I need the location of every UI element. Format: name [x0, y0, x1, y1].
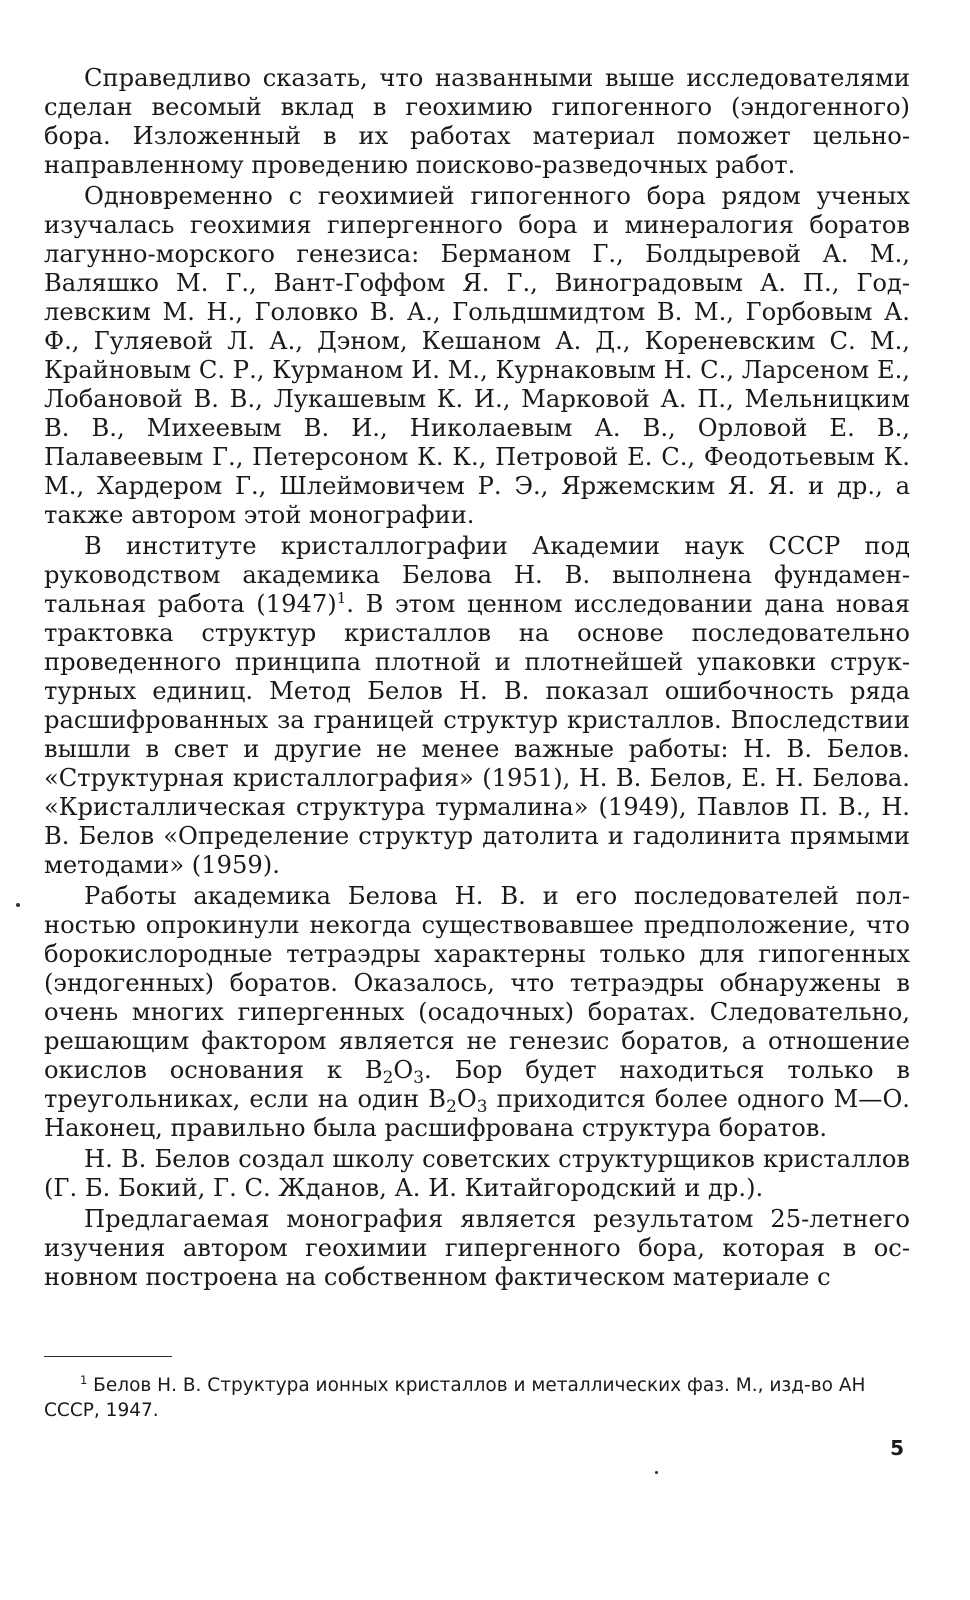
- footnote-text: Белов Н. В. Структура ионных кристаллов и металлических фаз. М., изд-во АН СССР, 1947.: [44, 1375, 866, 1421]
- paragraph-3-end: Белов Н. В. показал ошибочность ряда расшифрованных за границей структур кристаллов. Впоследствии вышли в свет и другие не менее важные работы: Н. В. Белов. «Структурная кристаллография» (1951), Н. В. Белов, Е. Н. Белова. «Кристаллическая структура турмалина» (1949), Павлов П. В., Н. В. Белов «Определение структур датолита и гадолинита прямыми методами» (1959).: [44, 677, 911, 879]
- footnote-divider: [44, 1356, 172, 1357]
- footnote-reference: 1: [336, 589, 347, 607]
- paragraph-4: [44, 882, 910, 1143]
- paragraph-3-intro: В институте кристаллографии Академии наук СССР под руководством академика Белова Н. В. выполнена фундаментальная работа (1947): [44, 532, 910, 618]
- paragraph-3: [44, 532, 910, 880]
- boron-oxide-formula: $B_2O_3$: [428, 1085, 488, 1117]
- paragraph-6: Предлагаемая монография является результатом 25-летнего изучения автором геохимии гипергенного бора, которая в основном построена на собственном фактическом материале с: [44, 1205, 910, 1291]
- paragraph-5: Н. В. Белов создал школу советских структурщиков кристаллов (Г. Б. Бокий, Г. С. Жданов, А. И. Китайгородский и др.).: [44, 1145, 910, 1202]
- print-speck: [16, 903, 20, 907]
- paragraph-1: Справедливо сказать, что названными выше исследователями сделан весомый вклад в геохимию гипогенного (эндогенного) бора. Изложенный в их работах материал поможет цельнонаправленному проведению поисково-разведочных работ.: [44, 64, 910, 179]
- footnote: [44, 1373, 910, 1423]
- print-speck: [655, 1471, 658, 1474]
- boron-oxide-formula: $B_2O_3$: [364, 1056, 425, 1088]
- paragraph-4-continuation: . Бор будет находиться только в треугольниках, если на один: [44, 1056, 910, 1113]
- paragraph-2: Одновременно с геохимией гипогенного бора рядом ученых изучалась геохимия гипергенного бора и минералогия боратов лагунно-морского генезиса: Берманом Г., Болдыревой А. М., Валяшко М. Г., Вант-Гоффом Я. Г., Виноградовым А. П., Годлевским М. Н., Головко В. А., Гольдшмидтом В. М., Горбовым А. Ф., Гуляевой Л. А., Дэном, Кешаном А. Д., Кореневским С. М., Крайновым С. Р., Курманом И. М., Курнаковым Н. С., Ларсеном Е., Лобановой В. В., Лукашевым К. И., Марковой А. П., Мельницким В. В., Михеевым В. И., Николаевым А. В., Орловой Е. В., Палавеевым Г., Петерсоном К. К., Петровой Е. С., Феодотьевым К. М., Хардером Г., Шлеймовичем Р. Э., Яржемским Я. Я. и др., а также автором этой монографии.: [44, 182, 910, 529]
- paragraph-4-text: Работы академика Белова Н. В. и его последователей полностью опрокинули некогда существовавшее предположение, что борокислородные тетраэдры характерны только для гипогенных (эндогенных) боратов. Оказалось, что тетраэдры обнаружены в очень многих гипергенных (осадочных) боратах. Следовательно, решающим фактором является не генезис боратов, а отношение окислов основания к: [44, 882, 910, 1084]
- page-number: 5: [890, 1436, 904, 1460]
- paragraph-3-middle: . В этом ценном исследовании дана новая трактовка структур кристаллов на основе последовательно проведенного принципа плотной и плотнейшей упаковки структурных единиц. Метод: [44, 590, 910, 705]
- page-body: [44, 64, 910, 1294]
- footnote-marker: 1: [80, 1373, 88, 1388]
- paragraph-4-end: приходится более одного М—О. Наконец, правильно была расшифрована структура боратов.: [44, 1085, 910, 1142]
